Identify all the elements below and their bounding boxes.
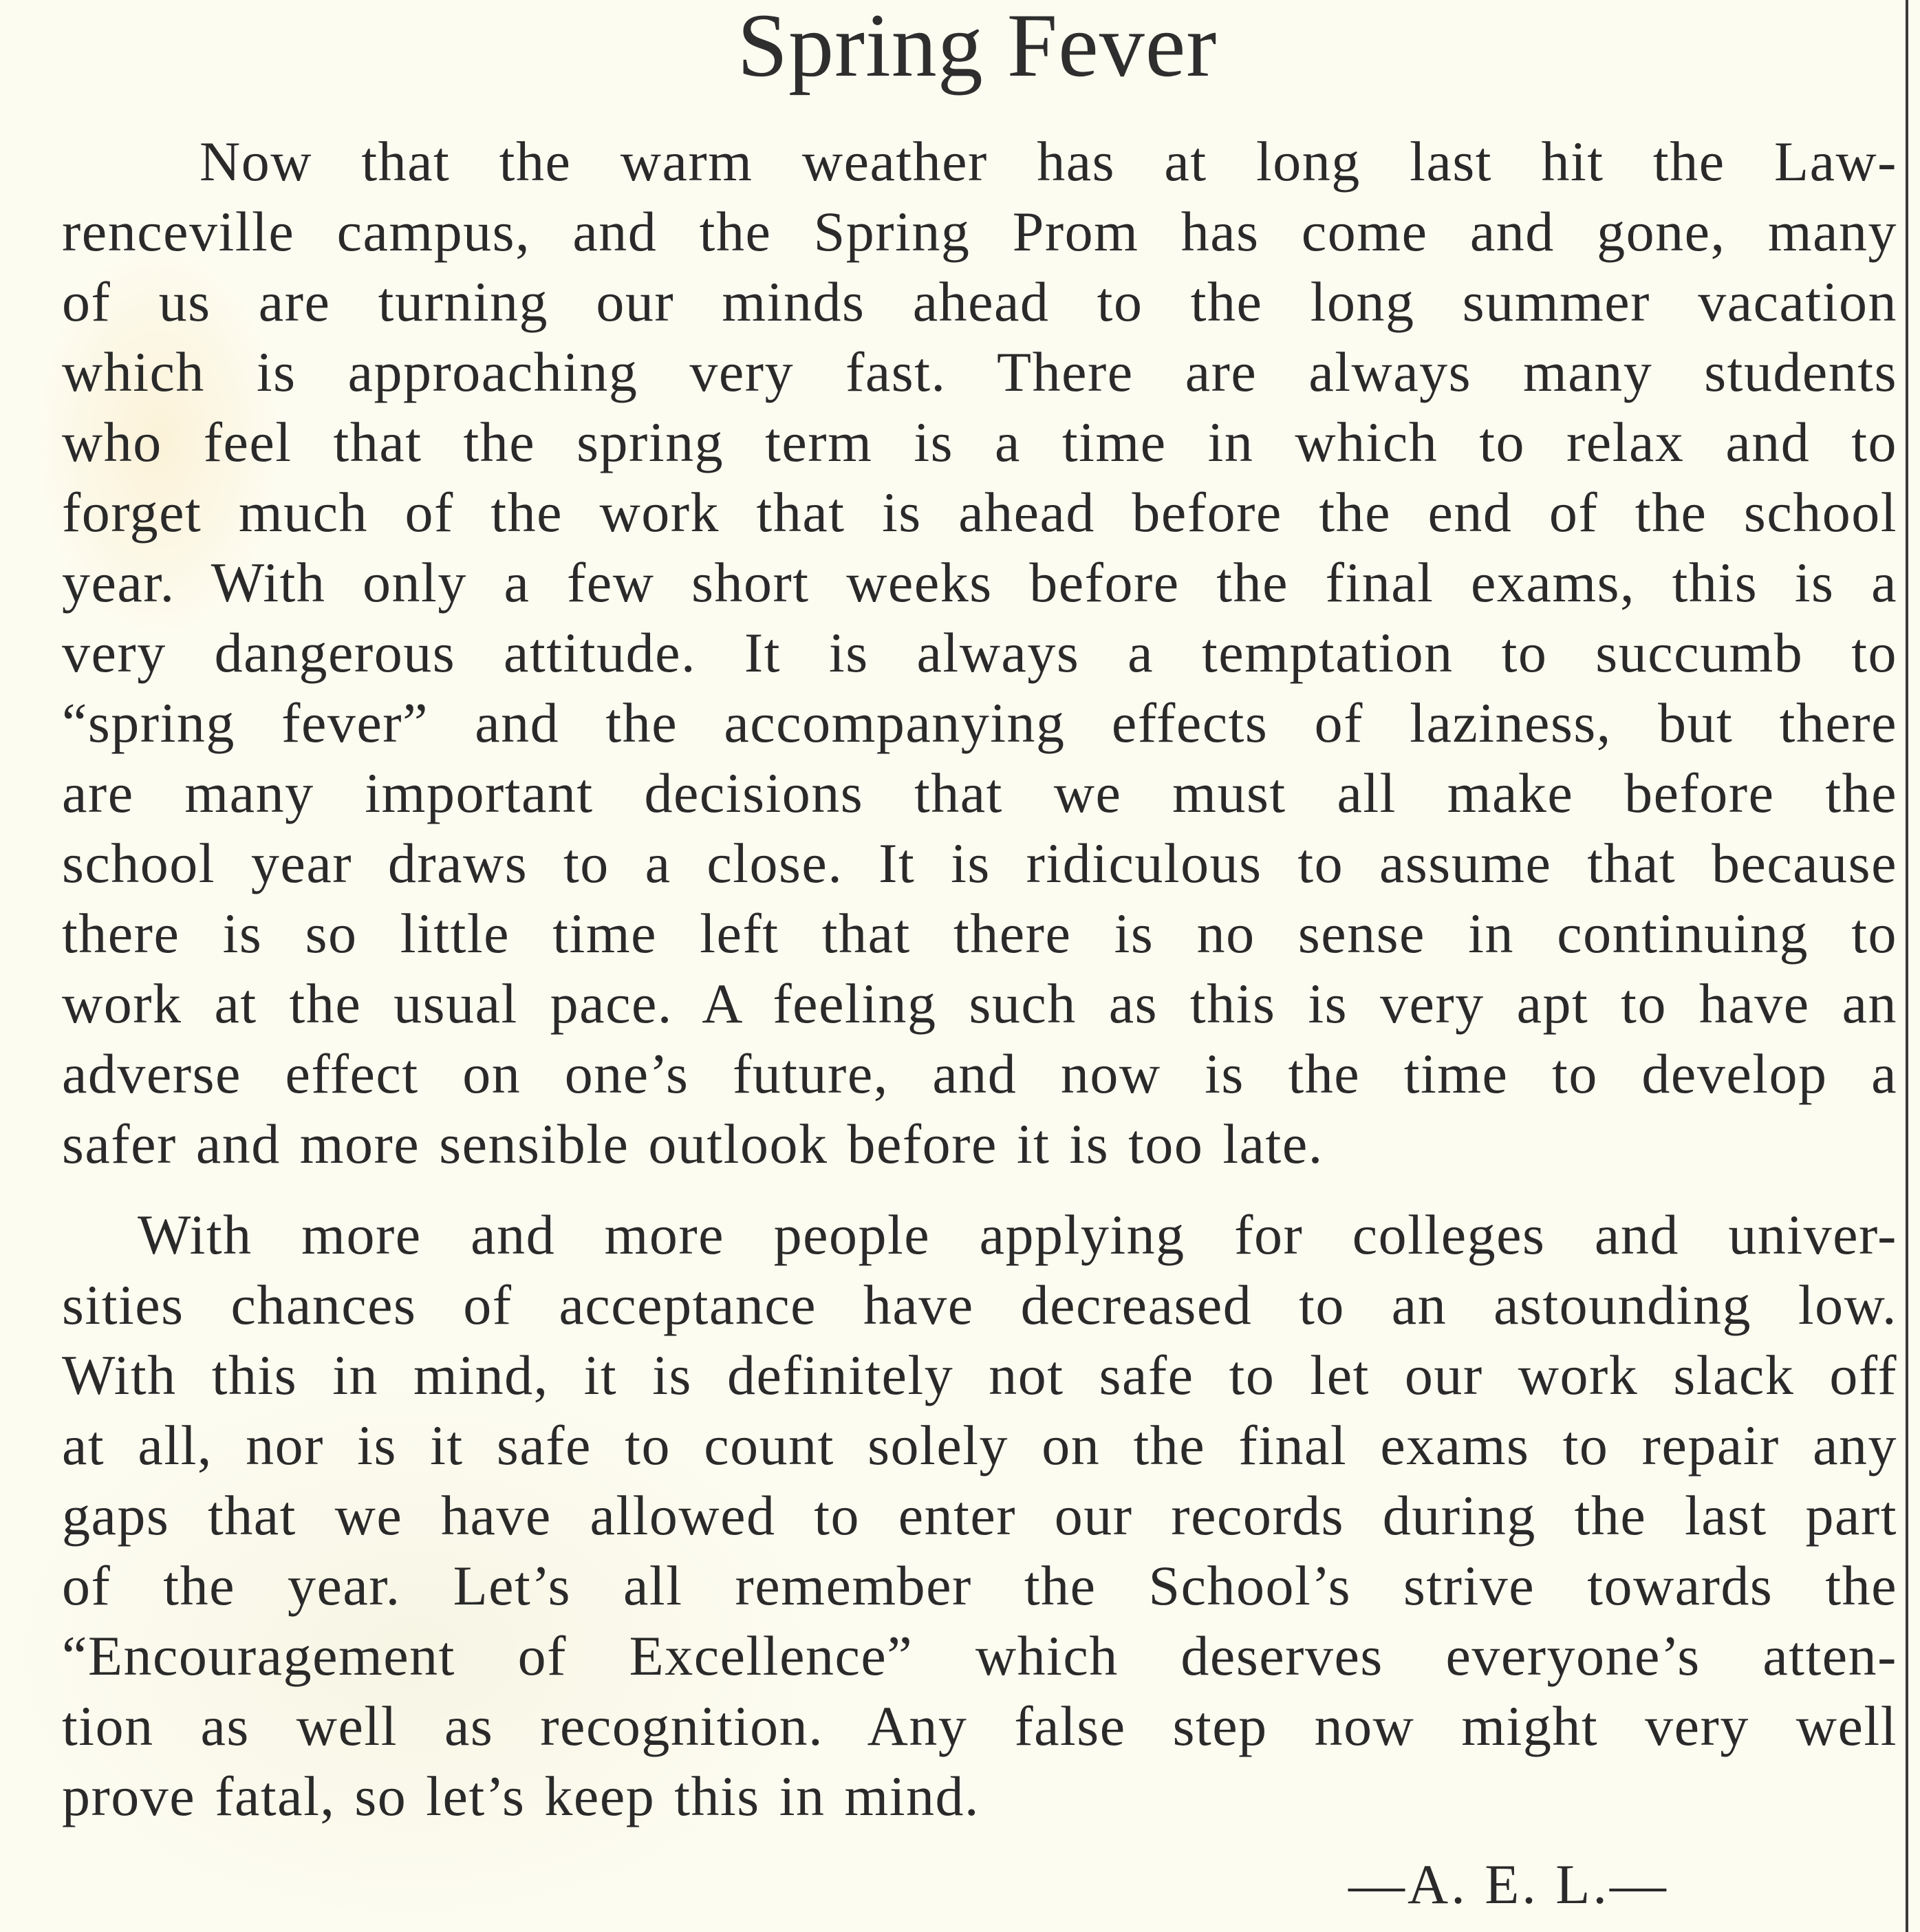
text-line: tion as well as recognition. Any false step now might very well [62,1695,1897,1757]
text-line: With more and more people applying for colleges and univer- [138,1203,1897,1266]
text-line: are many important decisions that we must all make before the [62,762,1897,824]
text-line: which is approaching very fast. There are always many students [62,341,1897,403]
text-line: With this in mind, it is definitely not safe to let our work slack off [62,1344,1897,1406]
article-title: Spring Fever [737,0,1218,96]
text-line: prove fatal, so let’s keep this in mind. [62,1765,980,1827]
column-rule [1906,0,1908,1932]
text-line: year. With only a few short weeks before the final exams, this is a [62,551,1897,614]
text-line: gaps that we have allowed to enter our records during the last part [62,1484,1897,1547]
text-line: forget much of the work that is ahead before the end of the school [62,481,1897,544]
text-line: “Encouragement of Excellence” which deserves everyone’s atten- [62,1624,1897,1687]
text-line: adverse effect on one’s future, and now is the time to develop a [62,1042,1897,1105]
text-line: very dangerous attitude. It is always a temptation to succumb to [62,621,1897,684]
text-line: work at the usual pace. A feeling such as this is very apt to have an [62,972,1897,1035]
text-line: school year draws to a close. It is ridiculous to assume that because [62,832,1897,894]
text-line: “spring fever” and the accompanying effects of laziness, but there [62,691,1897,754]
text-line: of us are turning our minds ahead to the long summer vacation [62,270,1897,333]
text-line: who feel that the spring term is a time in which to relax and to [62,411,1897,473]
text-line: sities chances of acceptance have decreased to an astounding low. [62,1274,1897,1336]
text-line: there is so little time left that there is no sense in continuing to [62,902,1897,965]
text-line: at all, nor is it safe to count solely on the final exams to repair any [62,1414,1897,1477]
text-line: Now that the warm weather has at long last hit the Law- [199,130,1897,193]
author-signature: —A. E. L.— [1348,1853,1669,1915]
text-line: safer and more sensible outlook before it is too late. [62,1113,1324,1175]
text-line: renceville campus, and the Spring Prom has come and gone, many [62,200,1897,263]
text-line: of the year. Let’s all remember the School’s strive towards the [62,1554,1897,1617]
